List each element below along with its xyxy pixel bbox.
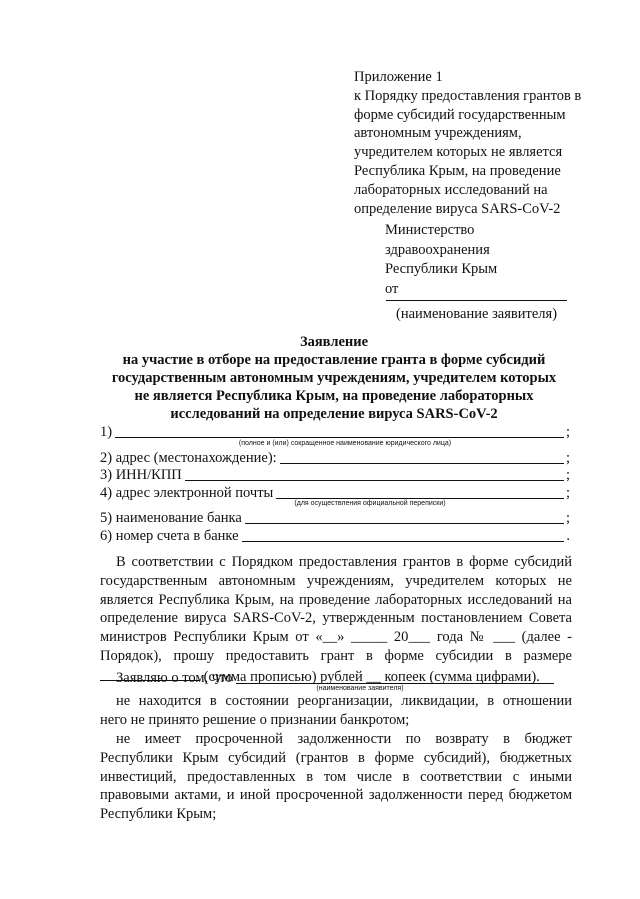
field-inn-kpp: [100, 466, 572, 484]
declare-label: Заявляю о том, что: [116, 670, 233, 686]
blank-line: [245, 522, 564, 524]
appendix-line: Приложение 1: [354, 69, 443, 85]
appendix-line: определение вируса SARS-CoV-2: [354, 200, 561, 217]
field-address: [100, 449, 572, 467]
field-label: 2) адрес (местонахождение):: [100, 450, 277, 466]
amount-text: (сумма прописью) рублей __ копеек (сумма цифрами).: [203, 668, 540, 685]
addressee-block: [385, 221, 585, 299]
paragraph-request: [100, 553, 572, 687]
field-label: 6) номер счета в банке: [100, 528, 239, 544]
paragraph-line: правовыми актами, и иной просроченной задолженности перед бюджетом: [100, 787, 572, 804]
paragraph-line: Республики Крым;: [100, 806, 217, 823]
field-caption: (полное и (или) сокращенное наименование юридического лица): [238, 440, 452, 447]
blank-line: [236, 682, 555, 684]
appendix-header: [354, 68, 599, 218]
paragraph-reorganization: [100, 692, 572, 730]
paragraph-line: не находится в состоянии реорганизации, ликвидации, в отношении: [116, 693, 572, 709]
field-label: 5) наименование банка: [100, 510, 242, 526]
appendix-line: форме субсидий государственным: [354, 106, 566, 123]
title-line: государственным автономным учреждениям, учредителем которых: [111, 370, 557, 386]
blank-line: [185, 479, 564, 481]
appendix-line: автономным учреждениям,: [354, 125, 522, 142]
title-line: на участие в отборе на предоставление гранта в форме субсидий: [122, 352, 546, 368]
addressee-line: Министерство: [385, 222, 475, 238]
paragraph-line: государственным автономным учреждениям, учредителем которых не: [100, 572, 572, 589]
appendix-line: лабораторных исследований на: [354, 181, 548, 198]
field-bank-name: [100, 509, 572, 527]
paragraph-line: определение вируса SARS-CoV-2, утвержденным постановлением Совета: [100, 610, 572, 627]
blank-line: [115, 436, 564, 438]
field-label: 3) ИНН/КПП: [100, 467, 182, 483]
field-caption: (для осуществления официальной переписки): [294, 500, 446, 507]
title-line: исследований на определение вируса SARS-CoV-2: [170, 406, 498, 422]
paragraph-line: В соответствии с Порядком предоставления грантов в форме субсидий: [116, 554, 572, 570]
addressee-line: от: [385, 280, 399, 297]
appendix-line: Республика Крым, на проведение: [354, 162, 561, 179]
field-label: 1): [100, 424, 113, 440]
addressee-line: здравоохранения: [385, 241, 490, 258]
document-title: [96, 333, 572, 423]
title-line: не является Республика Крым, на проведение лабораторных: [134, 388, 534, 404]
field-terminator: ;: [565, 424, 570, 440]
paragraph-line: Порядок), прошу предоставить грант в форме субсидии в размере: [100, 647, 572, 664]
appendix-line: к Порядку предоставления грантов в: [354, 87, 582, 104]
field-terminator: .: [566, 528, 570, 544]
blank-line: [280, 462, 564, 464]
title-heading: Заявление: [299, 334, 369, 350]
field-terminator: ;: [565, 510, 570, 526]
paragraph-line: министров Республики Крым от «__» _____ 20___ года № ___ (далее -: [100, 629, 572, 646]
declare-caption: (наименование заявителя): [316, 685, 404, 692]
field-terminator: ;: [565, 485, 570, 501]
paragraph-line: Республики Крым субсидий (грантов в форме субсидий), бюджетных: [100, 749, 572, 766]
blank-line: [276, 497, 564, 499]
paragraph-debt: [100, 730, 572, 824]
field-terminator: ;: [565, 450, 570, 466]
addressee-line: Республики Крым: [385, 261, 498, 277]
blank-line: [242, 540, 565, 542]
field-label: 4) адрес электронной почты: [100, 485, 274, 501]
applicant-name-caption: (наименование заявителя): [396, 306, 558, 322]
field-terminator: ;: [565, 467, 570, 483]
field-full-name: [100, 423, 572, 441]
applicant-name-line: [386, 300, 567, 301]
paragraph-line: него не принято решение о признании банкротом;: [100, 711, 410, 728]
paragraph-line: инвестиций, предоставленных в том числе в соответствии с иными: [100, 768, 572, 785]
field-bank-account: [100, 527, 572, 545]
appendix-line: учредителем которых не является: [354, 144, 563, 161]
paragraph-line: является Республика Крым, на проведение лабораторных исследований на: [100, 591, 572, 608]
paragraph-line: не имеет просроченной задолженности по возврату в бюджет: [116, 731, 572, 747]
